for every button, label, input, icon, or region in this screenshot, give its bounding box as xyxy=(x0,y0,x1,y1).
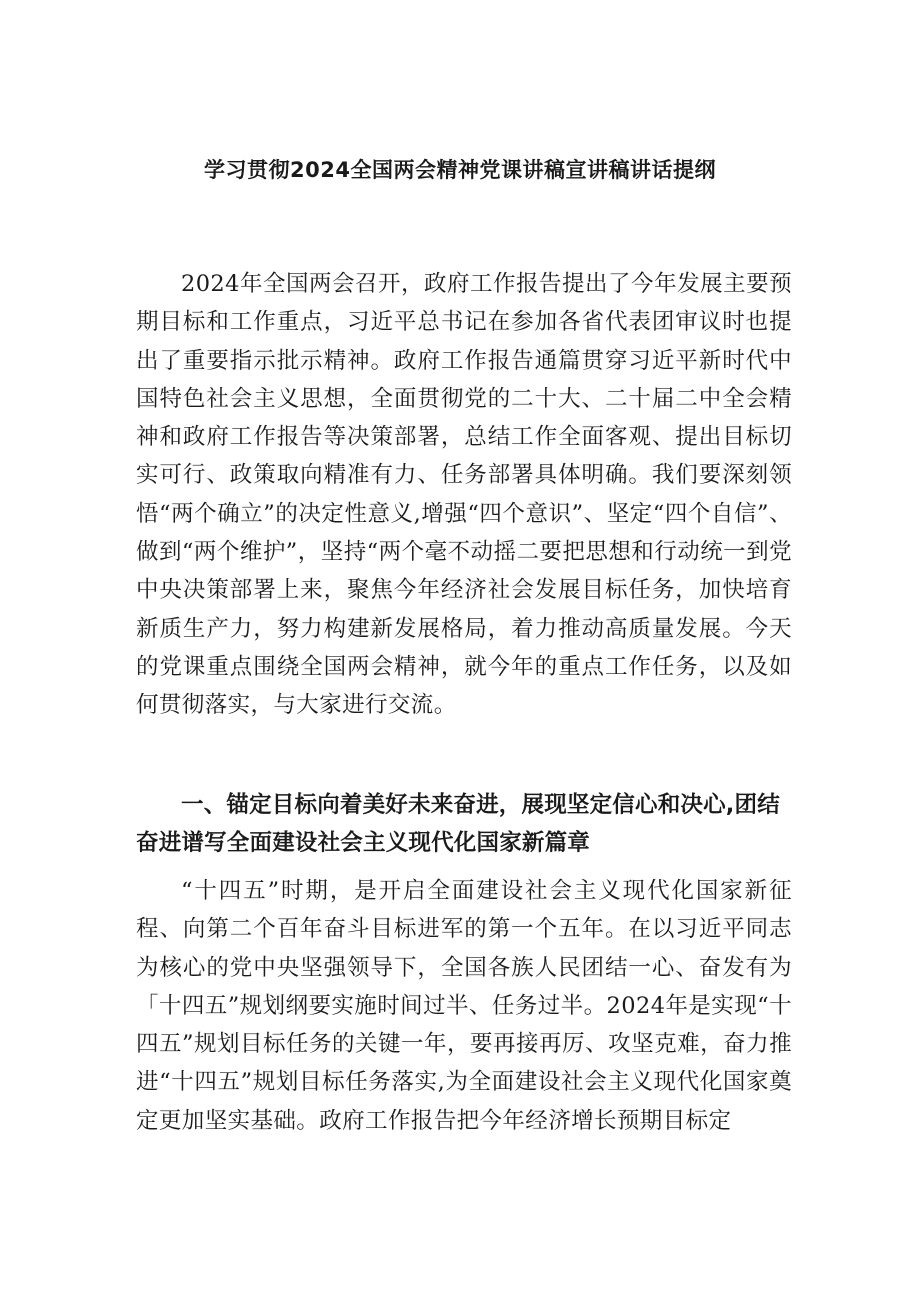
document-title: 学习贯彻2024全国两会精神党课讲稿宣讲稿讲话提纲 xyxy=(204,158,716,182)
section-1-paragraph: “十四五”时期，是开启全面建设社会主义现代化国家新征程、向第二个百年奋斗目标进军的第一个五年。在以习近平同志为核心的党中央坚强领导下，全国各族人民团结一心、奋发有为「十四五”规划纲要实施时间过半、任务过半。2024年是实现“十四五”规划目标任务的关键一年，要再接再厉、攻坚克难，奋力推进“十四五”规划目标任务落实,为全面建设社会主义现代化国家奠定更加坚实基础。政府工作报告把今年经济增长预期目标定 xyxy=(136,878,792,1134)
section-1-heading: 一、锚定目标向着美好未来奋进，展现坚定信心和决心,团结奋进谱写全面建设社会主义现代化国家新篇章 xyxy=(136,792,780,856)
intro-paragraph: 2024年全国两会召开，政府工作报告提出了今年发展主要预期目标和工作重点，习近平总书记在参加各省代表团审议时也提出了重要指示批示精神。政府工作报告通篇贯穿习近平新时代中国特色社会主义思想，全面贯彻党的二十大、二十届二中全会精神和政府工作报告等决策部署，总结工作全面客观、提出目标切实可行、政策取向精准有力、任务部署具体明确。我们要深刻领悟“两个确立”的决定性意义,增强“四个意识”、坚定“四个自信”、做到“两个维护”，坚持“两个毫不动摇二要把思想和行动统一到党中央决策部署上来，聚焦今年经济社会发展目标任务，加快培育新质生产力，努力构建新发展格局，着力推动高质量发展。今天的党课重点围绕全国两会精神，就今年的重点工作任务，以及如何贯彻落实，与大家进行交流。 xyxy=(136,271,792,719)
